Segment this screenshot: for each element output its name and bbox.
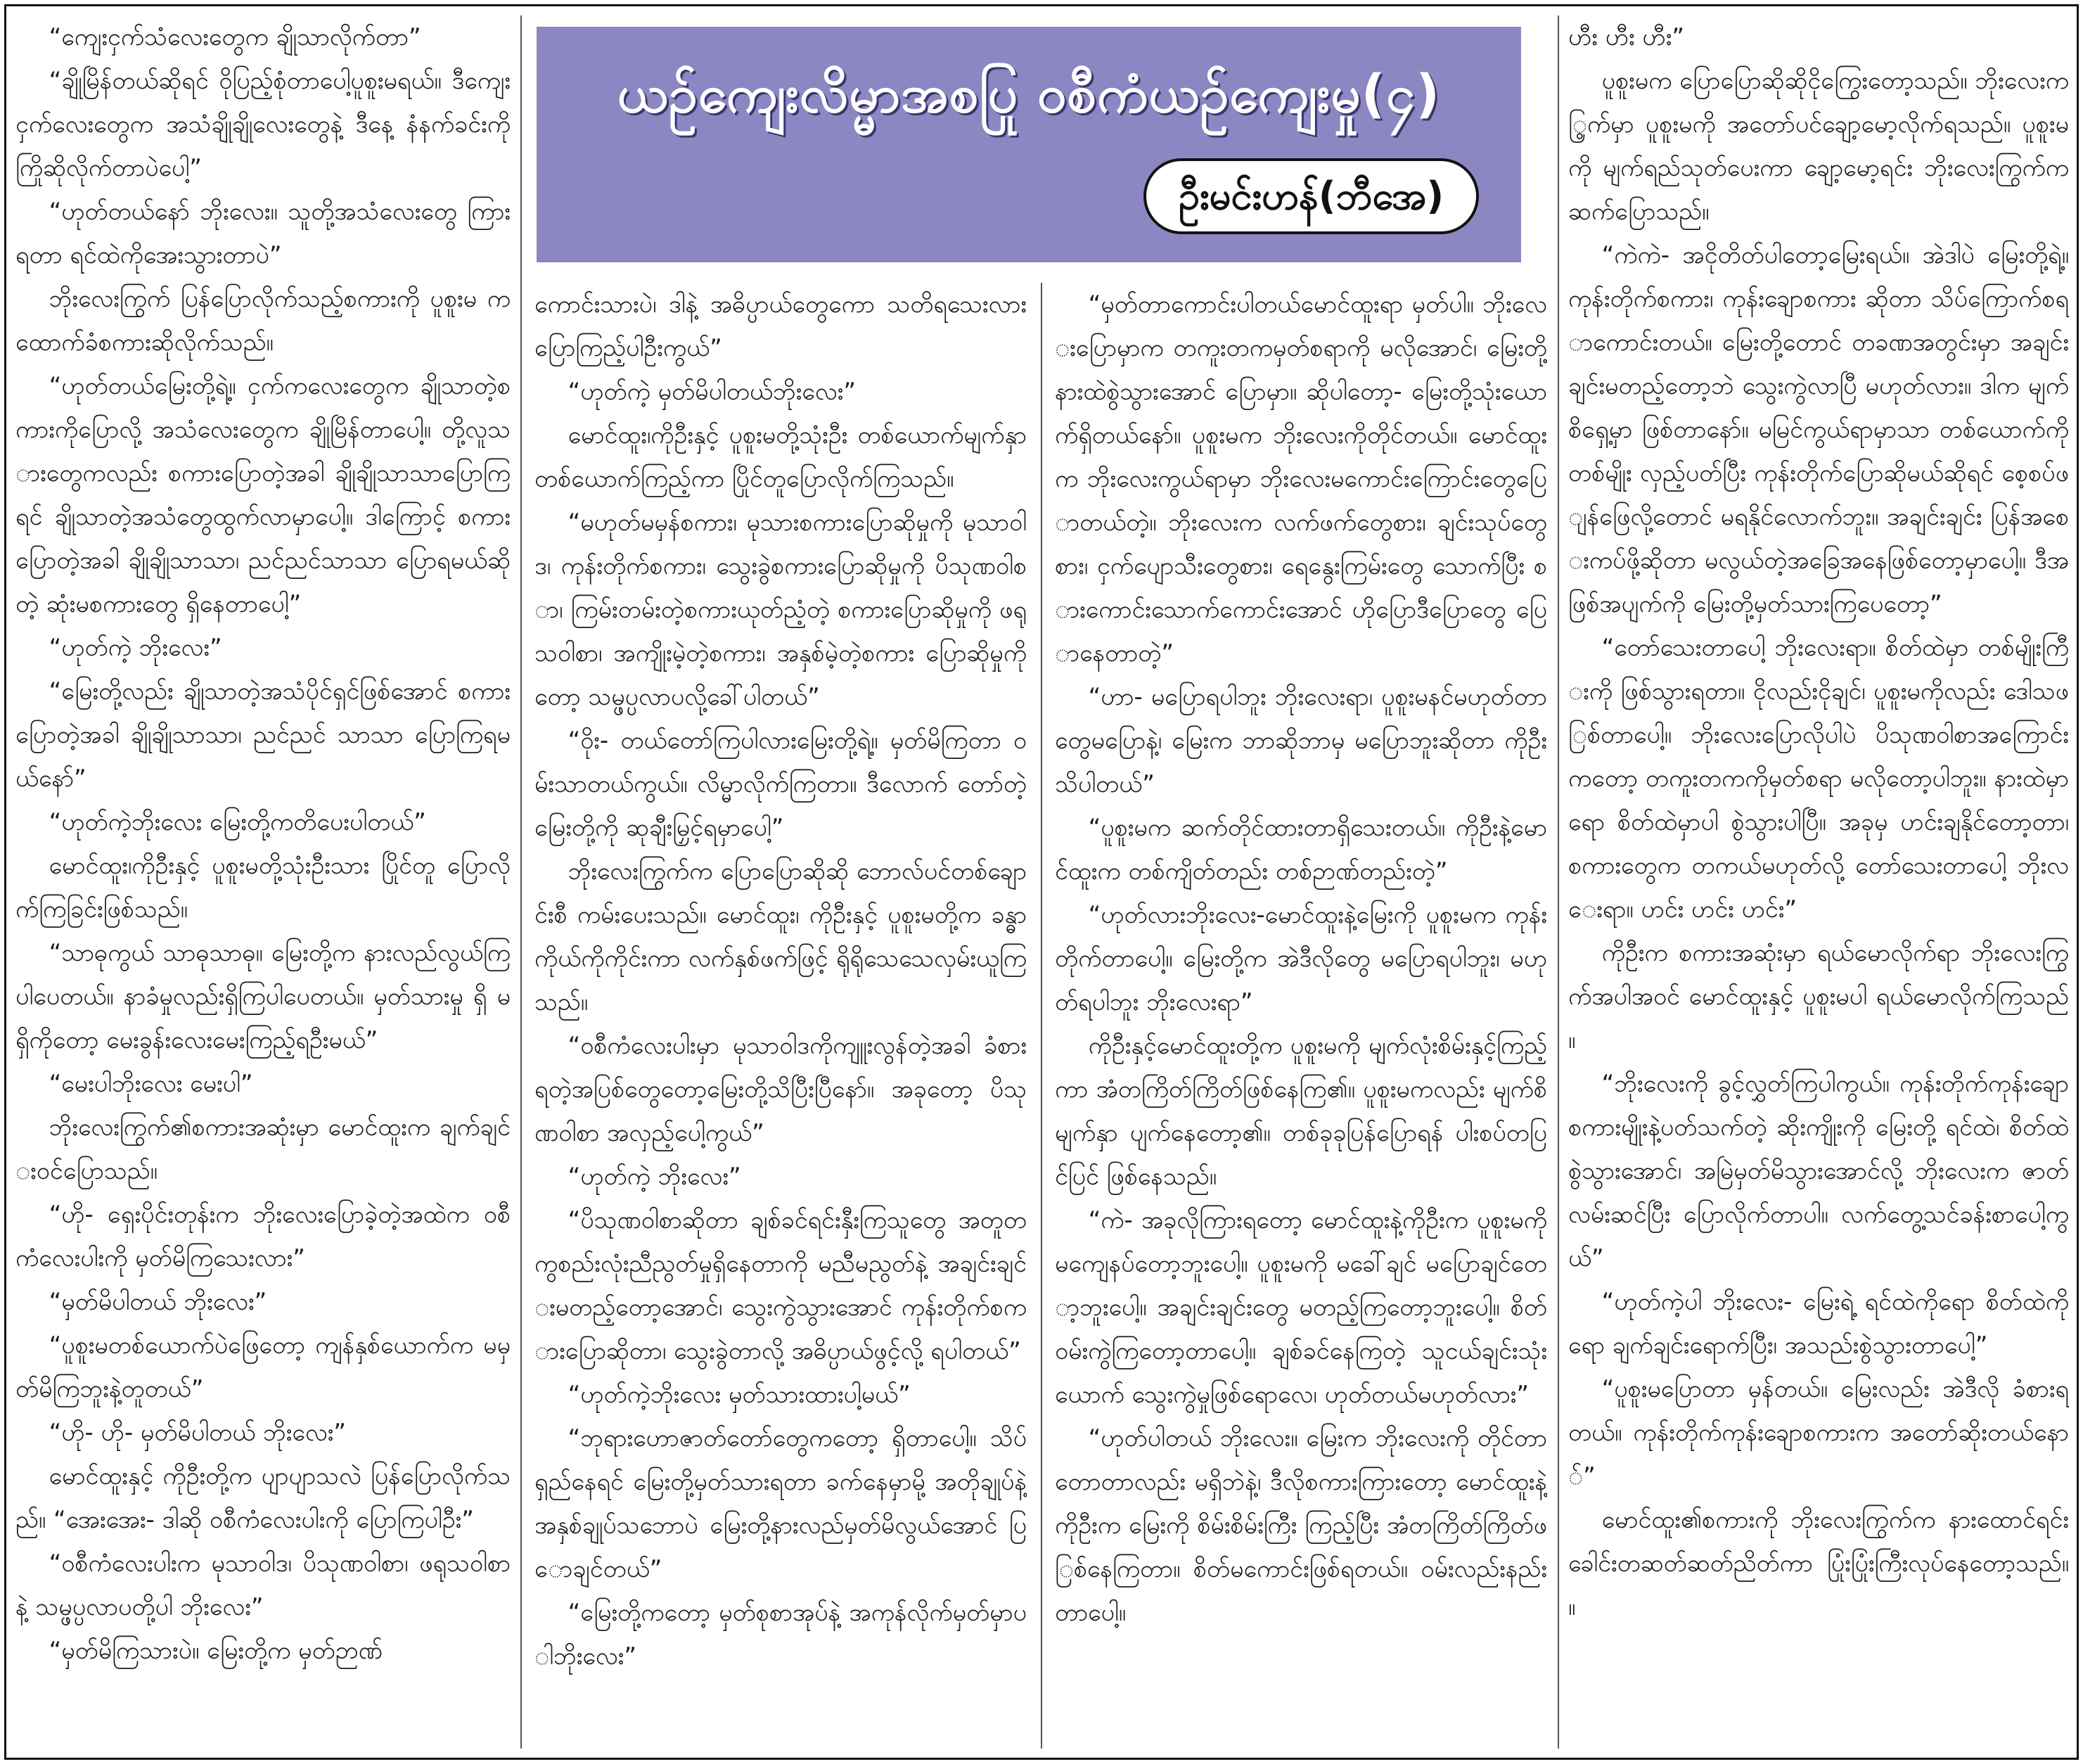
paragraph: မောင်ထူးနှင့် ကိုဦးတို့က ပျာပျာသလဲ ပြန်ပြောလိုက်သည်။ “အေးအေး- ဒါဆို ဝစီကံလေးပါးကို ပြောကြပါဦး” [15,1462,511,1534]
paragraph: “ကဲ- အခုလိုကြားရတော့ မောင်ထူးနဲ့ကိုဦးက ပူစူးမကို မကျေနပ်တော့ဘူးပေါ့။ ပူစူးမကို မခေါ်ချင် မပြောချင်တော့ဘူးပေါ့။ အချင်းချင်းတွေ မတည့်ကြတော့ဘူးပေါ့။ စိတ်ဝမ်းကွဲကြတော့တာပေါ့။ ချစ်ခင်နေကြတဲ့ သူငယ်ချင်းသုံးယောက် သွေးကွဲမှုဖြစ်ရောလေ၊ ဟုတ်တယ်မဟုတ်လား” [1055,1206,1547,1409]
paragraph: “ဝစီကံလေးပါးမှာ မုသာဝါဒကိုကျူးလွန်တဲ့အခါ ခံစားရတဲ့အပြစ်တွေတော့မြေးတို့သိပြီးပြီနော်။ အခုတော့ ပိသုဏဝါစာ အလှည့်ပေါ့ကွယ်” [534,1032,1027,1147]
paragraph: “ဝိုး- တယ်တော်ကြပါလားမြေးတို့ရဲ့။ မှတ်မိကြတာ ဝမ်းသာတယ်ကွယ်။ လိမ္မာလိုက်ကြတာ။ ဒီလောက် တော်တဲ့မြေးတို့ကို ဆုချီးမြှင့်ရမှာပေါ့” [534,727,1027,842]
paragraph: “ချိုမြိန်တယ်ဆိုရင် ဝိုပြည့်စုံတာပေါ့ပူစူးမရယ်။ ဒီကျေးငှက်လေးတွေက အသံချိုချိုလေးတွေနဲ့ ဒီနေ့ နံနက်ခင်းကို ကြိုဆိုလိုက်တာပဲပေါ့” [15,67,511,182]
paragraph: “မေးပါဘိုးလေး မေးပါ” [49,1070,253,1098]
paragraph: “ဟို- ဟို- မှတ်မိပါတယ် ဘိုးလေး” [49,1419,346,1447]
paragraph: “ဟို- ရှေးပိုင်းတုန်းက ဘိုးလေးပြောခဲ့တဲ့အထဲက ဝစီကံလေးပါးကို မှတ်မိကြသေးလား” [15,1201,511,1272]
column-divider [1041,283,1042,1749]
paragraph: ပူစူးမက ပြောပြောဆိုဆိုငိုကြွေးတော့သည်။ ဘိုးလေးကြွက်မှာ ပူစူးမကို အတော်ပင်ချော့မော့လိုက်ရသည်။ ပူစူးမကို မျက်ရည်သုတ်ပေးကာ ချော့မော့ရင်း ဘိုးလေးကြွက်က ဆက်ပြောသည်။ [1568,67,2069,226]
paragraph: “ဝစီကံလေးပါးက မုသာဝါဒ၊ ပိသုဏဝါစာ၊ ဖရုသဝါစာနဲ့ သမ္ဖပ္ပလာပတို့ပါ ဘိုးလေး” [15,1549,511,1621]
paragraph: ဘိုးလေးကြွက်၏စကားအဆုံးမှာ မောင်ထူးက ချက်ချင်းဝင်ပြောသည်။ [15,1113,511,1185]
text-column-4 [1568,15,2069,1749]
text-column-2 [534,283,1027,1749]
paragraph: ကောင်းသားပဲ၊ ဒါနဲ့ အဓိပ္ပာယ်တွေကော သတိရသေးလား ပြောကြည့်ပါဦးကွယ်” [534,290,1027,362]
paragraph: “ဘိုးလေးကို ခွင့်လွှတ်ကြပါကွယ်။ ကုန်းတိုက်ကုန်းချောစကားမျိုးနဲ့ပတ်သက်တဲ့ ဆိုးကျိုးကို မြေးတို့ ရင်ထဲ၊ စိတ်ထဲစွဲသွားအောင်၊ အမြဲမှတ်မိသွားအောင်လို့ ဘိုးလေးက ဇာတ်လမ်းဆင်ပြီး ပြောလိုက်တာပါ။ လက်တွေ့သင်ခန်းစာပေါ့ကွယ်” [1568,1070,2069,1272]
paragraph: “ဟာ- မပြောရပါဘူး ဘိုးလေးရာ၊ ပူစူးမနင်မဟုတ်တာတွေမပြောနဲ့၊ မြေးက ဘာဆိုဘာမှ မပြောဘူးဆိုတာ ကိုဦးသိပါတယ်” [1055,683,1547,798]
paragraph: “ဟုတ်ပါတယ် ဘိုးလေး။ မြေးက ဘိုးလေးကို တိုင်တာ တောတာလည်း မရှိဘဲနဲ့၊ ဒီလိုစကားကြားတော့ မောင်ထူးနဲ့ကိုဦးက မြေးကို စိမ်းစိမ်းကြီး ကြည့်ပြီး အံတကြိတ်ကြိတ်ဖြစ်နေကြတာ။ စိတ်မကောင်းဖြစ်ရတယ်။ ဝမ်းလည်းနည်းတာပေါ့။ [1055,1424,1547,1627]
paragraph: “ဟုတ်ကဲ့ ဘိုးလေး” [568,1163,741,1191]
article-title: ယဉ်ကျေးလိမ္မာအစပြု ဝစီကံယဉ်ကျေးမှု(၄) [617,64,1441,124]
paragraph: “မှတ်မိပါတယ် ဘိုးလေး” [49,1288,267,1316]
paragraph: “ပူစူးမပြောတာ မှန်တယ်။ မြေးလည်း အဲဒီလို ခံစားရတယ်။ ကုန်းတိုက်ကုန်းချောစကားက အတော်ဆိုးတယ်နော်” [1568,1375,2069,1490]
author-badge: ဦးမင်းဟန်(ဘီအေ) [1143,158,1479,234]
paragraph: မောင်ထူး၊ကိုဦးနှင့် ပူစူးမတို့သုံးဦးသား ပြိုင်တူ ပြောလိုက်ကြခြင်းဖြစ်သည်။ [15,852,511,923]
paragraph: မောင်ထူး၊ကိုဦးနှင့် ပူစူးမတို့သုံးဦး တစ်ယောက်မျက်နှာတစ်ယောက်ကြည့်ကာ ပြိုင်တူပြောလိုက်ကြသည်။ [534,421,1027,493]
column-divider [1558,15,1559,1749]
paragraph: ဘိုးလေးကြွက် ပြန်ပြောလိုက်သည့်စကားကို ပူစူးမ က ထောက်ခံစကားဆိုလိုက်သည်။ [15,285,511,357]
paragraph: “ဟုတ်တယ်နော် ဘိုးလေး။ သူတို့အသံလေးတွေ ကြားရတာ ရင်ထဲကိုအေးသွားတာပဲ” [15,198,511,269]
paragraph: ကိုဦးက စကားအဆုံးမှာ ရယ်မောလိုက်ရာ ဘိုးလေးကြွက်အပါအဝင် မောင်ထူးနှင့် ပူစူးမပါ ရယ်မောလိုက်ကြသည်။ [1568,939,2069,1054]
paragraph: “မဟုတ်မမှန်စကား၊ မုသားစကားပြောဆိုမှုကို မုသာဝါဒ၊ ကုန်းတိုက်စကား၊ သွေးခွဲစကားပြောဆိုမှုကို ပိသုဏဝါစာ၊ ကြမ်းတမ်းတဲ့စကားယုတ်ညံ့တဲ့ စကားပြောဆိုမှုကို ဖရုသဝါစာ၊ အကျိုးမဲ့တဲ့စကား၊ အနှစ်မဲ့တဲ့စကား ပြောဆိုမှုကိုတော့ သမ္ဖပ္ပလာပလို့ခေါ်ပါတယ်” [534,509,1027,711]
paragraph: “ပူစူးမက ဆက်တိုင်ထားတာရှိသေးတယ်။ ကိုဦးနဲ့မောင်ထူးက တစ်ကျိတ်တည်း တစ်ဉာဏ်တည်းတဲ့” [1055,814,1547,886]
paragraph: “ပူစူးမတစ်ယောက်ပဲဖြေတော့ ကျန်နှစ်ယောက်က မမှတ်မိကြဘူးနဲ့တူတယ်” [15,1331,511,1403]
text-column-3 [1055,283,1547,1749]
text-column-1 [15,15,511,1749]
paragraph: “ဟုတ်ကဲ့ မှတ်မိပါတယ်ဘိုးလေး” [568,378,856,406]
paragraph: “ဘုရားဟောဇာတ်တော်တွေကတော့ ရှိတာပေါ့။ သိပ်ရှည်နေရင် မြေးတို့မှတ်သားရတာ ခက်နေမှာမို့ အတိုချုပ်နဲ့ အနှစ်ချုပ်သဘောပဲ မြေးတို့နားလည်မှတ်မိလွယ်အောင် ပြောချင်တယ်” [534,1424,1027,1583]
paragraph: “မှတ်တာကောင်းပါတယ်မောင်ထူးရာ မှတ်ပါ။ ဘိုးလေးပြောမှာက တကူးတကမှတ်စရာကို မလိုအောင်၊ မြေးတို့ နားထဲစွဲသွားအောင် ပြောမှာ။ ဆိုပါတော့- မြေးတို့သုံးယောက်ရှိတယ်နော်။ ပူစူးမက ဘိုးလေးကိုတိုင်တယ်။ မောင်ထူးက ဘိုးလေးကွယ်ရာမှာ ဘိုးလေးမကောင်းကြောင်းတွေပြောတယ်တဲ့။ ဘိုးလေးက လက်ဖက်တွေစား၊ ချင်းသုပ်တွေစား၊ ငှက်ပျောသီးတွေစား၊ ရေနွေးကြမ်းတွေ သောက်ပြီး စားကောင်းသောက်ကောင်းအောင် ဟိုပြောဒီပြောတွေ ပြောနေတာတဲ့” [1055,290,1547,667]
paragraph: “တော်သေးတာပေါ့ ဘိုးလေးရာ။ စိတ်ထဲမှာ တစ်မျိုးကြီးကို ဖြစ်သွားရတာ။ ငိုလည်းငိုချင်၊ ပူစူးမကိုလည်း ဒေါသဖြစ်တာပေါ့။ ဘိုးလေးပြောလိုပါပဲ ပိသုဏဝါစာအကြောင်းကတော့ တကူးတကကိုမှတ်စရာ မလိုတော့ပါဘူး။ နားထဲမှာရော စိတ်ထဲမှာပါ စွဲသွားပါပြီ။ အခုမှ ဟင်းချနိုင်တော့တာ၊ စကားတွေက တကယ်မဟုတ်လို့ တော်သေးတာပေါ့ ဘိုးလေးရာ။ ဟင်း ဟင်း ဟင်း” [1568,634,2069,923]
paragraph: “ကဲကဲ- အငိုတိတ်ပါတော့မြေးရယ်။ အဲဒါပဲ မြေးတို့ရဲ့။ ကုန်းတိုက်စကား၊ ကုန်းချောစကား ဆိုတာ သိပ်ကြောက်စရာကောင်းတယ်။ မြေးတို့တောင် တခဏအတွင်းမှာ အချင်းချင်းမတည့်တော့ဘဲ သွေးကွဲလာပြီ မဟုတ်လား။ ဒါက မျက်စိရှေ့မှာ ဖြစ်တာနော်။ မမြင်ကွယ်ရာမှာသာ တစ်ယောက်ကို တစ်မျိုး လှည့်ပတ်ပြီး ကုန်းတိုက်ပြောဆိုမယ်ဆိုရင် စေ့စပ်ဖျန်ဖြေလို့တောင် မရနိုင်လောက်ဘူး။ အချင်းချင်း ပြန်အစေးကပ်ဖို့ဆိုတာ မလွယ်တဲ့အခြေအနေဖြစ်တော့မှာပေါ့။ ဒီအဖြစ်အပျက်ကို မြေးတို့မှတ်သားကြပေတော့” [1568,241,2069,618]
paragraph: “သာဓုကွယ် သာဓုသာဓု။ မြေးတို့က နားလည်လွယ်ကြပါပေတယ်။ နာခံမှုလည်းရှိကြပါပေတယ်။ မှတ်သားမှု ရှိ မရှိကိုတော့ မေးခွန်းလေးမေးကြည့်ရဦးမယ်” [15,939,511,1054]
title-banner [537,27,1521,262]
paragraph: မောင်ထူး၏စကားကို ဘိုးလေးကြွက်က နားထောင်ရင်း ခေါင်းတဆတ်ဆတ်ညိတ်ကာ ပြုံးပြုံးကြီးလုပ်နေတော့သည်။ ။ [1568,1506,2069,1621]
paragraph: “ဟုတ်ကဲ့ဘိုးလေး မြေးတို့ကတိပေးပါတယ်” [49,808,426,836]
paragraph: “မှတ်မိကြသားပဲ။ မြေးတို့က မှတ်ဉာဏ် [49,1637,383,1665]
paragraph: ဟီး ဟီး ဟီး” [1568,23,1684,51]
paragraph: ကိုဦးနှင့်မောင်ထူးတို့က ပူစူးမကို မျက်လုံးစိမ်းနှင့်ကြည့်ကာ အံတကြိတ်ကြိတ်ဖြစ်နေကြ၏။ ပူစူးမကလည်း မျက်စိမျက်နှာ ပျက်နေတော့၏။ တစ်ခုခုပြန်ပြောရန် ပါးစပ်တပြင်ပြင် ဖြစ်နေသည်။ [1055,1032,1547,1191]
paragraph: “ဟုတ်ကဲ့ပါ ဘိုးလေး- မြေးရဲ့ ရင်ထဲကိုရော စိတ်ထဲကိုရော ချက်ချင်းရောက်ပြီး၊ အသည်းစွဲသွားတာပေါ့” [1568,1288,2069,1360]
paragraph: “ဟုတ်တယ်မြေးတို့ရဲ့။ ငှက်ကလေးတွေက ချိုသာတဲ့စကားကိုပြောလို့ အသံလေးတွေက ချိုမြိန်တာပေါ့။ တို့လူသားတွေကလည်း စကားပြောတဲ့အခါ ချိုချိုသာသာပြောကြရင် ချိုသာတဲ့အသံတွေထွက်လာမှာပေါ့။ ဒါကြောင့် စကားပြောတဲ့အခါ ချိုချိုသာသာ၊ ညင်ညင်သာသာ ပြောရမယ်ဆိုတဲ့ ဆုံးမစကားတွေ ရှိနေတာပေါ့” [15,372,511,618]
paragraph: “ဟုတ်လားဘိုးလေး-မောင်ထူးနဲ့မြေးကို ပူစူးမက ကုန်းတိုက်တာပေါ့။ မြေးတို့က အဲဒီလိုတွေ မပြောရပါဘူး၊ မဟုတ်ရပါဘူး ဘိုးလေးရာ” [1055,901,1547,1016]
paragraph: “ဟုတ်ကဲ့ ဘိုးလေး” [49,634,222,662]
column-divider [520,15,522,1749]
paragraph: “မြေးတို့ကတော့ မှတ်စုစာအုပ်နဲ့ အကုန်လိုက်မှတ်မှာပါဘိုးလေး” [534,1599,1027,1670]
paragraph: “မြေးတို့လည်း ချိုသာတဲ့အသံပိုင်ရှင်ဖြစ်အောင် စကားပြောတဲ့အခါ ချိုချိုသာသာ၊ ညင်ညင် သာသာ ပြောကြရမယ်နော်” [15,677,511,793]
paragraph: “ပိသုဏဝါစာဆိုတာ ချစ်ခင်ရင်းနှီးကြသူတွေ အတူတကွစည်းလုံးညီညွတ်မှုရှိနေတာကို မညီမညွတ်နဲ့ အချင်းချင်းမတည့်တော့အောင်၊ သွေးကွဲသွားအောင် ကုန်းတိုက်စကားပြောဆိုတာ၊ သွေးခွဲတာလို့ အဓိပ္ပာယ်ဖွင့်လို့ ရပါတယ်” [534,1206,1027,1365]
paragraph: “ကျေးငှက်သံလေးတွေက ချိုသာလိုက်တာ” [49,23,421,51]
paragraph: “ဟုတ်ကဲ့ဘိုးလေး မှတ်သားထားပါ့မယ်” [568,1381,911,1409]
paragraph: ဘိုးလေးကြွက်က ပြောပြောဆိုဆို ဘောလ်ပင်တစ်ချောင်းစီ ကမ်းပေးသည်။ မောင်ထူး၊ ကိုဦးနှင့် ပူစူးမတို့က ခန္ဓာကိုယ်ကိုကိုင်းကာ လက်နှစ်ဖက်ဖြင့် ရိုရိုသေသေလှမ်းယူကြသည်။ [534,857,1027,1016]
